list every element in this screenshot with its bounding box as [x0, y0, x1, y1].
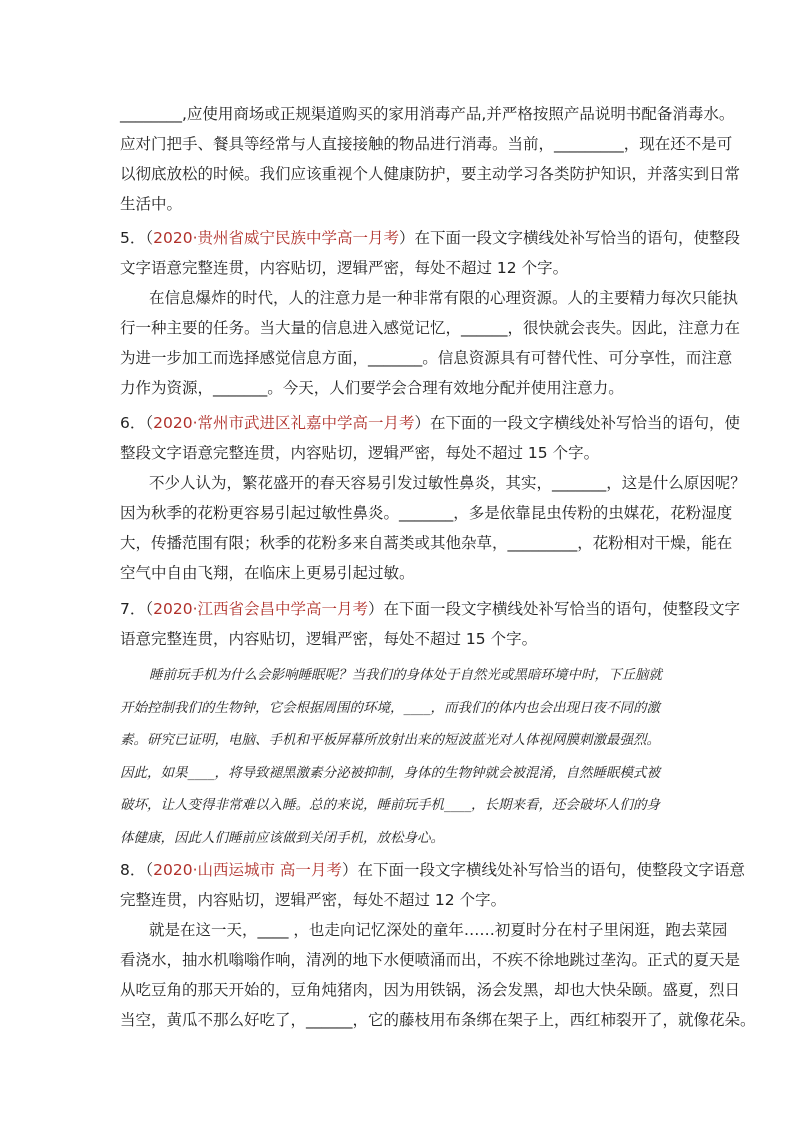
passage-line: 就是在这一天，____ ，也走向记忆深处的童年……初夏时分在村子里闲逛，跑去菜园 [149, 921, 728, 939]
question-source: 2020·江西省会昌中学高一月考 [153, 600, 368, 618]
passage-line: 睡前玩手机为什么会影响睡眠呢？当我们的身体处于自然光或黑暗环境中时，下丘脑就 [149, 667, 662, 683]
question-instruction-cont: 语意完整连贯，内容贴切，逻辑严密，每处不超过 15 个字。 [120, 630, 538, 648]
question-7-header [120, 594, 741, 624]
question-5-header [120, 223, 741, 253]
passage-line: 为进一步加工而选择感觉信息方面，_______。信息资源具有可替代性、可分享性，而注意 [120, 349, 733, 367]
question-6 [120, 408, 746, 588]
passage-line: 在信息爆炸的时代，人的注意力是一种非常有限的心理资源。人的主要精力每次只能执 [149, 289, 739, 307]
question-number: 8．（ [120, 861, 154, 879]
question-source: 2020·常州市武进区礼嘉中学高一月考 [153, 414, 415, 432]
passage-line: 开始控制我们的生物钟，它会根据周围的环境，____，而我们的体内也会出现日夜不同的激 [120, 699, 660, 716]
intro-line: ________,应使用商场或正规渠道购买的家用消毒产品,并严格按照产品说明书配备消毒水。 [120, 105, 735, 123]
passage-line: 素。研究已证明，电脑、手机和平板屏幕所放射出来的短波蓝光对人体视网膜刺激最强烈。 [120, 732, 660, 748]
question-source: 2020·贵州省威宁民族中学高一月考 [153, 229, 399, 247]
passage-line: 大，传播范围有限；秋季的花粉多来自蒿类或其他杂草，_________，花粉相对干燥，能在 [120, 534, 733, 552]
question-number: 5．（ [120, 229, 154, 247]
question-instruction-cont: 完整连贯，内容贴切，逻辑严密，每处不超过 12 个字。 [120, 891, 507, 909]
passage-line: 因此，如果____，将导致褪黑激素分泌被抑制，身体的生物钟就会被混淆，自然睡眠模式被 [120, 764, 660, 781]
passage-line: 力作为资源，_______。今天，人们要学会合理有效地分配并使用注意力。 [120, 379, 624, 397]
question-instruction: ）在下面一段文字横线处补写恰当的语句，使整段 [399, 229, 741, 247]
intro-line: 应对门把手、餐具等经常与人直接接触的物品进行消毒。当前，_________，现在还不是可 [120, 135, 733, 153]
question-instruction-cont: 整段文字语意完整连贯，内容贴切，逻辑严密，每处不超过 15 个字。 [120, 444, 600, 462]
question-6-header [120, 408, 741, 438]
question-instruction: ）在下面的一段文字横线处补写恰当的语句，使 [414, 414, 741, 432]
question-8-header [120, 855, 745, 885]
intro-line: 生活中。 [120, 195, 183, 213]
question-7-passage [120, 659, 685, 854]
passage-line: 因为秋季的花粉更容易引起过敏性鼻炎。_______，多是依靠昆虫传粉的虫媒花，花粉湿度 [120, 504, 733, 522]
passage-line: 行一种主要的任务。当大量的信息进入感觉记忆，______，很快就会丧失。因此，注意力在 [120, 319, 741, 337]
question-instruction: ）在下面一段文字横线处补写恰当的语句，使整段文字语意 [341, 861, 745, 879]
intro-line: 以彻底放松的时候。我们应该重视个人健康防护，要主动学习各类防护知识，并落实到日常 [120, 165, 741, 183]
passage-line: 破坏，让人变得非常难以入睡。总的来说，睡前玩手机____，长期来看，还会破坏人们的身 [120, 797, 660, 813]
question-7 [120, 594, 741, 654]
question-instruction: ）在下面一段文字横线处补写恰当的语句，使整段文字 [368, 600, 741, 618]
question-source: 2020·山西运城市 高一月考 [153, 861, 342, 879]
passage-line: 当空，黄瓜不那么好吃了，______，它的藤枝用布条绑在架子上，西红柿裂开了，就像花朵。 [120, 1011, 756, 1029]
passage-line: 不少人认为，繁花盛开的春天容易引发过敏性鼻炎，其实，_______，这是什么原因呢？ [149, 474, 746, 492]
passage-line: 看浇水，抽水机嗡嗡作响，清冽的地下水便喷涌而出，不疾不徐地跳过垄沟。正式的夏天是 [120, 951, 741, 969]
question-number: 7．（ [120, 600, 154, 618]
question-instruction-cont: 文字语意完整连贯，内容贴切，逻辑严密，每处不超过 12 个字。 [120, 259, 569, 277]
passage-line: 空气中自由飞翔，在临床上更易引起过敏。 [120, 564, 415, 582]
intro-passage [120, 99, 741, 219]
question-number: 6．（ [120, 414, 154, 432]
question-8 [120, 855, 756, 1035]
passage-line: 从吃豆角的那天开始的，豆角炖猪肉，因为用铁锅，汤会发黑，却也大快朵颐。盛夏，烈日 [120, 981, 741, 999]
question-5 [120, 223, 741, 403]
passage-line: 体健康，因此人们睡前应该做到关闭手机，放松身心。 [120, 829, 444, 846]
